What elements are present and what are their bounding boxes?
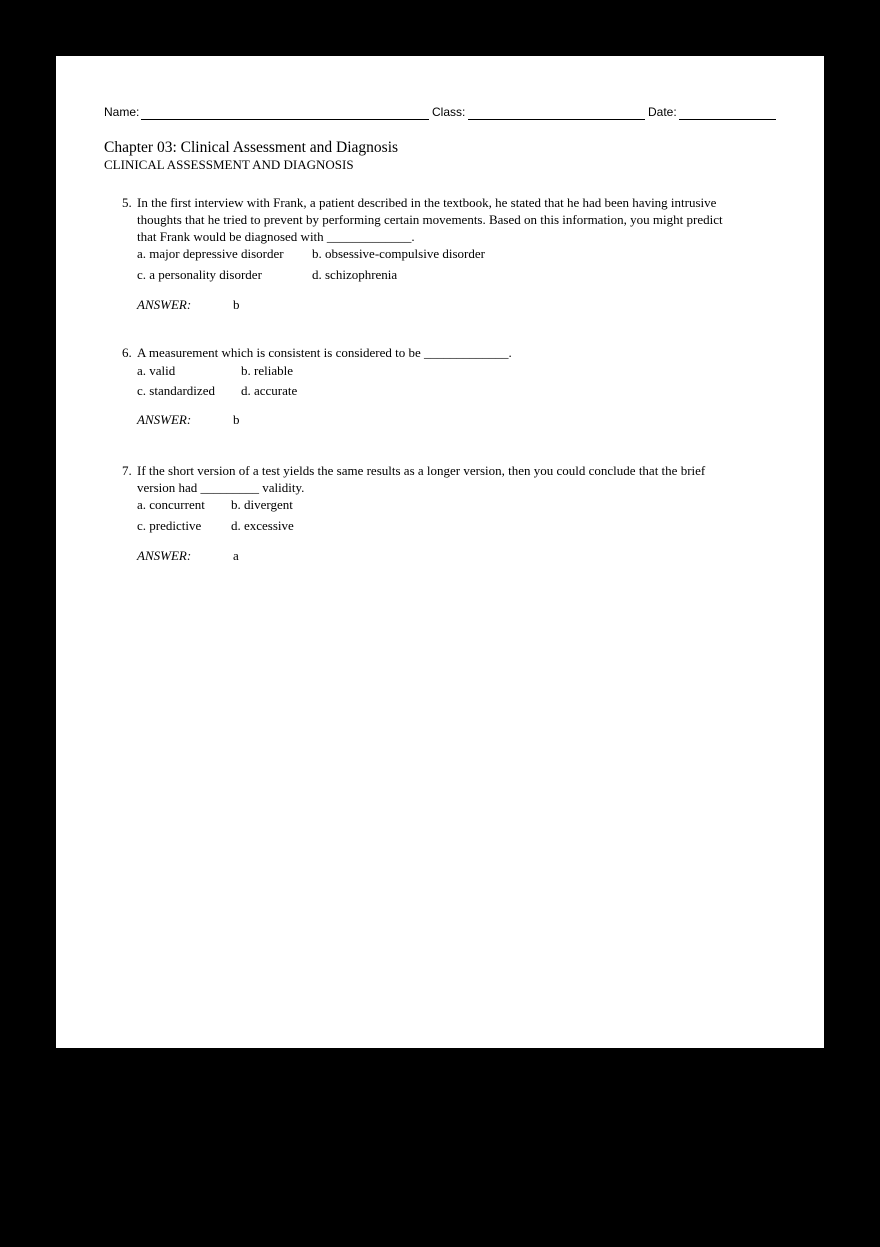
option-d: d. accurate xyxy=(241,383,298,398)
option-a: a. concurrent xyxy=(137,497,205,512)
option-d: d. schizophrenia xyxy=(312,267,398,282)
question-number: 7. xyxy=(122,463,132,478)
question-text-line: that Frank would be diagnosed with _____________. xyxy=(137,229,415,244)
question-number: 6. xyxy=(122,345,132,360)
document-page xyxy=(56,56,824,1048)
question-text-line: A measurement which is consistent is considered to be _____________. xyxy=(137,345,512,360)
question-text-line: If the short version of a test yields the same results as a longer version, then you could conclude that the brief xyxy=(137,463,706,478)
answer-value: a xyxy=(233,548,239,563)
option-b: b. obsessive-compulsive disorder xyxy=(312,246,485,261)
option-d: d. excessive xyxy=(231,518,294,533)
question-text-line: thoughts that he tried to prevent by performing certain movements. Based on this information, you might predict xyxy=(137,212,723,227)
date-label: Date: xyxy=(648,105,677,119)
question-number: 5. xyxy=(122,195,132,210)
option-c: c. a personality disorder xyxy=(137,267,262,282)
option-c: c. standardized xyxy=(137,383,215,398)
chapter-subtitle: CLINICAL ASSESSMENT AND DIAGNOSIS xyxy=(104,157,354,172)
class-field-line xyxy=(468,119,645,120)
question-text-line: version had _________ validity. xyxy=(137,480,305,495)
name-label: Name: xyxy=(104,105,140,119)
option-a: a. valid xyxy=(137,363,176,378)
answer-label: ANSWER: xyxy=(137,412,192,427)
date-field-line xyxy=(679,119,776,120)
option-a: a. major depressive disorder xyxy=(137,246,284,261)
question-text-line: In the first interview with Frank, a patient described in the textbook, he stated that he had been having intrusive xyxy=(137,195,717,210)
option-c: c. predictive xyxy=(137,518,202,533)
name-field-line xyxy=(141,119,429,120)
option-b: b. divergent xyxy=(231,497,293,512)
answer-value: b xyxy=(233,412,240,427)
answer-label: ANSWER: xyxy=(137,548,192,563)
class-label: Class: xyxy=(432,105,466,119)
chapter-title: Chapter 03: Clinical Assessment and Diagnosis xyxy=(104,139,399,156)
option-b: b. reliable xyxy=(241,363,293,378)
answer-value: b xyxy=(233,297,240,312)
answer-label: ANSWER: xyxy=(137,297,192,312)
